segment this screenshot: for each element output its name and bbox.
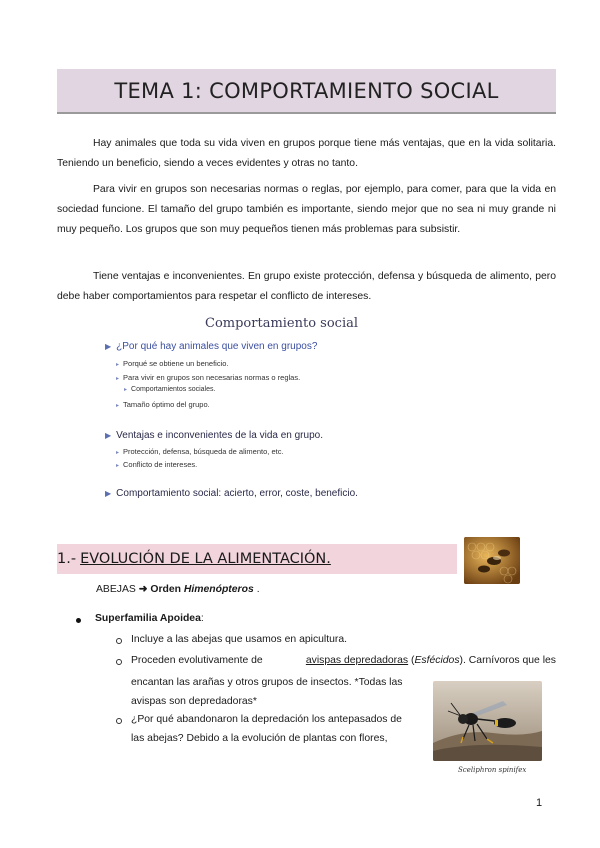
title-banner <box>57 69 556 114</box>
outline-item: ▸ Conflicto de intereses. <box>116 460 198 469</box>
outline-item: ▸ Tamaño óptimo del grupo. <box>116 400 210 409</box>
page-title: TEMA 1: COMPORTAMIENTO SOCIAL <box>114 78 499 103</box>
section-title: EVOLUCIÓN DE LA ALIMENTACIÓN. <box>80 551 331 567</box>
triangle-bullet-icon: ▸ <box>124 387 128 393</box>
wasp-photo <box>433 681 542 761</box>
honeycomb-bees-photo <box>464 537 520 584</box>
triangle-bullet-icon: ▸ <box>116 450 120 456</box>
section-heading <box>57 544 457 574</box>
triangle-bullet-icon: ▸ <box>116 376 120 382</box>
outline-subitem: ▸ Comportamientos sociales. <box>124 386 216 393</box>
paragraph-1: Hay animales que toda su vida viven en grupos porque tiene más ventajas, que en la vida solitaria. Teniendo un beneficio, siendo a veces evidentes y otras no tanto. <box>57 138 556 169</box>
triangle-bullet-icon: ▶ <box>105 489 112 498</box>
bullet-circle-icon <box>116 659 122 665</box>
bullet-circle-icon <box>116 638 122 644</box>
photo-caption: Sceliphron spinifex <box>458 766 527 774</box>
outline-question-3: ▶ Comportamiento social: acierto, error, coste, beneficio. <box>105 488 358 499</box>
arrow-right-icon: ➜ <box>138 584 148 595</box>
outline-title: Comportamiento social <box>205 316 359 331</box>
paragraph-2: Para vivir en grupos son necesarias normas o reglas, por ejemplo, para comer, para que la vida en sociedad funcione. El tamaño del grupo también es importante, siendo mejor que no sea ni muy grande ni muy pequeño. Los grupos que son muy pequeños tienen más problemas para subsistir. <box>57 184 556 235</box>
sub-item-3-line-1: ¿Por qué abandonaron la depredación los antepasados de <box>131 714 402 725</box>
predatory-wasps-link: avispas depredadoras <box>305 655 409 666</box>
triangle-bullet-icon: ▸ <box>116 362 120 368</box>
outline-question-1: ▶ ¿Por qué hay animales que viven en grupos? <box>105 341 318 352</box>
honeycomb-image <box>464 537 520 584</box>
outline-item: ▸ Para vivir en grupos son necesarias normas o reglas. <box>116 373 301 382</box>
outline-question-2: ▶ Ventajas e inconvenientes de la vida en grupo. <box>105 430 323 441</box>
paragraph-3: Tiene ventajas e inconvenientes. En grupo existe protección, defensa y búsqueda de alimento, pero debe haber comportamientos para respetar el conflicto de intereses. <box>57 271 556 302</box>
sub-item-2-line-3: avispas son depredadoras* <box>131 696 257 707</box>
sub-item-1: Incluye a las abejas que usamos en apicultura. <box>131 634 348 645</box>
sub-item-2-line-1: Proceden evolutivamente de avispas depredadoras (Esfécidos). Carnívoros que les <box>131 655 556 666</box>
triangle-bullet-icon: ▸ <box>116 463 120 469</box>
triangle-bullet-icon: ▶ <box>105 431 112 440</box>
section-number: 1.- <box>57 551 77 567</box>
triangle-bullet-icon: ▸ <box>116 403 120 409</box>
sub-item-2-line-2: encantan las arañas y otros grupos de insectos. *Todas las <box>131 677 403 688</box>
wasp-image <box>433 681 542 761</box>
sub-item-3-line-2: las abejas? Debido a la evolución de plantas con flores, <box>131 733 388 744</box>
outline-item: ▸ Protección, defensa, búsqueda de alimento, etc. <box>116 447 284 456</box>
superfamily-line: Superfamilia Apoidea: <box>95 613 204 624</box>
page-number: 1 <box>536 797 543 809</box>
triangle-bullet-icon: ▶ <box>105 342 112 351</box>
bullet-circle-icon <box>116 718 122 724</box>
outline-item: ▸ Porqué se obtiene un beneficio. <box>116 359 229 368</box>
bees-order-line: ABEJAS ➜ Orden Himenópteros . <box>96 584 260 595</box>
bullet-icon <box>76 618 81 623</box>
